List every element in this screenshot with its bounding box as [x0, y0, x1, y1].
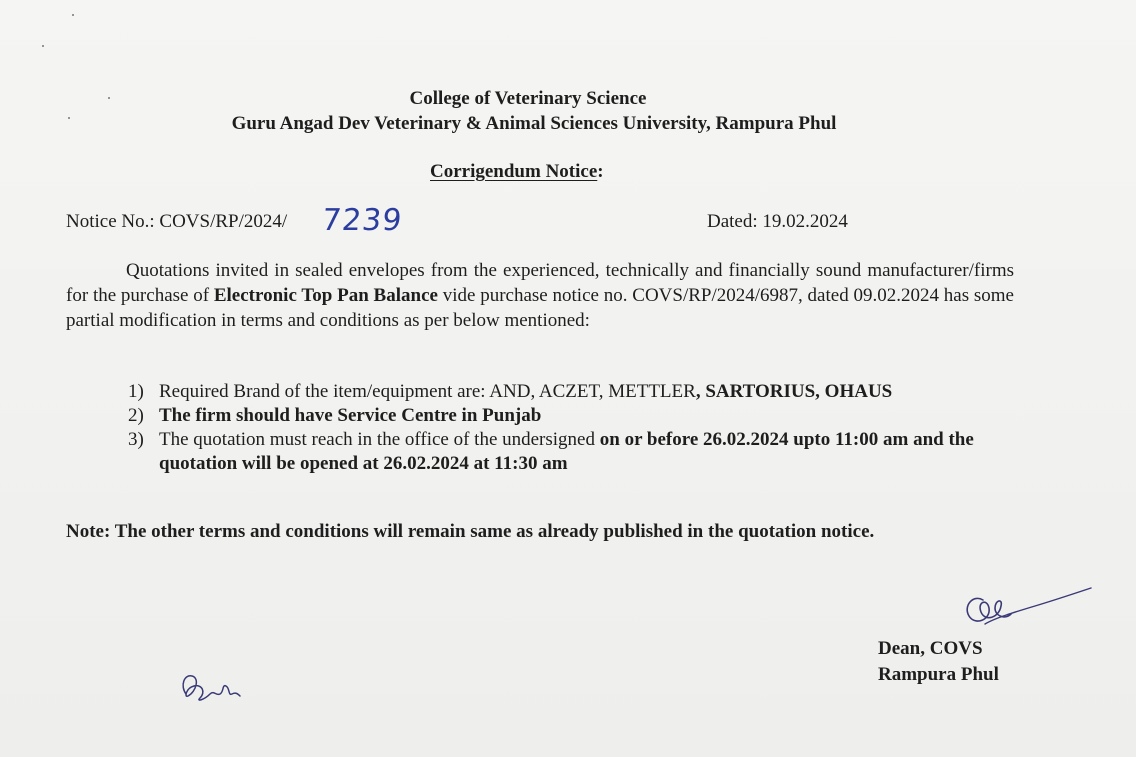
title-text: Corrigendum Notice [430, 161, 598, 182]
body-paragraph [66, 258, 1014, 333]
initials-signature [176, 664, 248, 706]
dean-designation: Dean, COVS [878, 638, 983, 659]
item-text: The quotation must reach in the office of the undersigned [159, 429, 600, 450]
body-text-2: vide purchase notice no. COVS/RP/2024/6987, dated 09.02.2024 has some partial modification in terms and conditions as per below mentioned: [66, 285, 1014, 331]
modification-list [128, 380, 1028, 476]
note-text: Note: The other terms and conditions will remain same as already published in the quotation notice. [66, 521, 875, 542]
body-item-name: Electronic Top Pan Balance [213, 285, 438, 306]
notice-date: Dated: 19.02.2024 [707, 211, 848, 232]
item-text: Required Brand of the item/equipment are: AND, ACZET, METTLER [159, 381, 696, 402]
item-number: 3) [128, 429, 144, 450]
handwritten-notice-number: 7239 [320, 203, 405, 238]
item-bold-text: , SARTORIUS, OHAUS [695, 381, 893, 402]
speck [72, 14, 74, 16]
item-number: 1) [128, 381, 144, 402]
item-bold-text: on or before 26.02.2024 upto 11:00 am and the quotation will be opened at 26.02.2024 at 11:30 am [159, 429, 974, 474]
body-text-1: Quotations invited in sealed envelopes from the experienced, technically and financially sound manufacturer/firms for the purchase of [66, 260, 1014, 306]
dean-signature [955, 584, 1095, 644]
dean-place: Rampura Phul [878, 664, 999, 685]
list-item [128, 404, 1028, 428]
item-number: 2) [128, 405, 144, 426]
university-name: Guru Angad Dev Veterinary & Animal Sciences University, Rampura Phul [231, 113, 837, 134]
signatory-block [878, 636, 999, 688]
college-name: College of Veterinary Science [409, 88, 647, 109]
title-suffix: : [597, 161, 604, 182]
list-item [128, 428, 1028, 476]
item-bold-text: The firm should have Service Centre in Punjab [159, 405, 542, 426]
speck [42, 45, 44, 47]
list-item [128, 380, 1028, 404]
page-title [430, 161, 604, 183]
notice-number-label: Notice No.: COVS/RP/2024/ [66, 211, 288, 232]
